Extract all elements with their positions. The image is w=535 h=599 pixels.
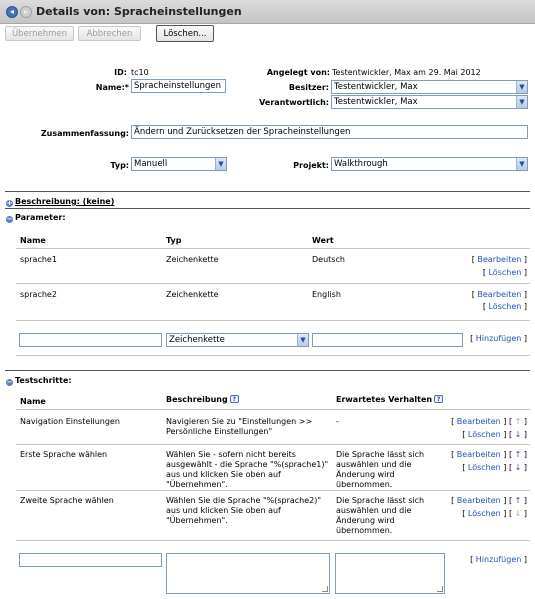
name-input[interactable]: Spracheinstellungen [131,79,226,93]
page-title: Details von: Spracheinstellungen [36,5,242,18]
title-bar [0,0,535,24]
param-edit-link[interactable]: [ Bearbeiten ] [471,255,527,264]
divider [5,370,530,371]
new-step-expected-textarea[interactable] [335,553,445,594]
new-param-value-input[interactable] [312,333,463,347]
step-header-expected: Erwartetes Verhalten ? [336,395,443,404]
param-row-value: Deutsch [312,255,345,264]
owner-select[interactable] [331,80,528,94]
param-row-type: Zeichenkette [166,290,219,299]
summary-input[interactable]: Ändern und Zurücksetzen der Spracheinstellungen [131,125,528,139]
param-edit-link[interactable]: [ Bearbeiten ] [471,290,527,299]
step-edit-link[interactable]: [ Bearbeiten ] [ ↑ ] [451,496,527,505]
step-row-name: Erste Sprache wählen [20,450,108,459]
new-step-description-textarea[interactable] [166,553,330,594]
expand-icon: + [6,199,13,207]
help-icon[interactable]: ? [434,395,443,403]
back-icon[interactable]: ◂ [6,6,18,18]
name-label: Name:* [95,83,129,92]
row-divider [16,248,530,249]
new-step-name-input[interactable] [19,553,162,567]
id-label: ID: [114,68,127,77]
param-row-value: English [312,290,341,299]
row-divider [16,490,530,491]
param-add-link[interactable]: [ Hinzufügen ] [470,334,527,343]
project-label: Projekt: [293,161,329,170]
row-divider [16,444,530,445]
param-header-type: Typ [166,236,182,245]
type-select-value: Manuell [134,159,168,169]
chevron-down-icon: ▼ [516,158,527,170]
created-value: Testentwickler, Max am 29. Mai 2012 [332,68,481,77]
type-select[interactable] [131,157,227,171]
step-edit-link[interactable]: [ Bearbeiten ] [ ↑ ] [451,450,527,459]
owner-label: Besitzer: [288,83,329,92]
steps-label: Testschritte: [15,376,72,385]
param-delete-link[interactable]: [ Löschen ] [482,302,527,311]
param-delete-link[interactable]: [ Löschen ] [482,268,527,277]
resize-grip-icon[interactable] [322,586,328,592]
summary-label: Zusammenfassung: [40,129,129,138]
step-row-expected: Die Sprache lässt sich auswählen und die Änderung wird übernommen. [336,450,425,489]
owner-select-value: Testentwickler, Max [334,82,418,92]
new-param-name-input[interactable] [19,333,162,347]
param-header-value: Wert [312,236,334,245]
responsible-select[interactable] [331,95,528,109]
chevron-down-icon: ▼ [516,96,527,108]
project-select-value: Walkthrough [334,159,388,169]
parameters-toggle[interactable] [6,213,66,223]
collapse-icon: − [6,378,13,386]
resize-grip-icon[interactable] [437,586,443,592]
created-label: Angelegt von: [266,68,330,77]
step-row-description: Wählen Sie die Sprache "%(sprache2)" aus und klicken Sie oben auf "Übernehmen". [166,496,322,525]
description-label: Beschreibung: (keine) [15,197,115,206]
new-param-type-value: Zeichenkette [169,335,225,345]
type-label: Typ: [110,161,129,170]
chevron-down-icon: ▼ [516,81,527,93]
cancel-button[interactable]: Abbrechen [78,26,141,41]
parameters-label: Parameter: [15,213,66,222]
param-row-name: sprache2 [20,290,57,299]
row-divider [16,409,530,410]
step-delete-link[interactable]: [ Löschen ] [ ↓ ] [462,430,527,439]
row-divider [16,283,530,284]
row-divider [16,540,530,541]
id-value: tc10 [131,68,149,77]
step-header-description: Beschreibung ? [166,395,239,404]
collapse-icon: − [6,215,13,223]
step-add-link[interactable]: [ Hinzufügen ] [470,555,527,564]
help-icon[interactable]: ? [230,395,239,403]
step-delete-link[interactable]: [ Löschen ] [ ↓ ] [462,509,527,518]
step-row-description: Navigieren Sie zu "Einstellungen >> Persönliche Einstellungen" [166,417,313,436]
step-row-expected: - [336,417,339,426]
chevron-down-icon: ▼ [297,334,308,346]
step-edit-link[interactable]: [ Bearbeiten ] [ ↑ ] [451,417,527,426]
param-row-type: Zeichenkette [166,255,219,264]
step-row-expected: Die Sprache lässt sich auswählen und die Änderung wird übernommen. [336,496,425,535]
project-select[interactable] [331,157,528,171]
divider [5,208,530,209]
row-divider [16,355,530,356]
description-toggle[interactable] [6,197,114,207]
delete-button[interactable]: Löschen... [156,25,214,42]
forward-icon[interactable]: ▸ [20,6,32,18]
new-param-type-select[interactable] [166,333,309,347]
step-header-name: Name [20,397,46,406]
responsible-label: Verantwortlich: [259,98,329,107]
step-row-name: Navigation Einstellungen [20,417,120,426]
param-row-name: sprache1 [20,255,57,264]
row-divider [16,320,530,321]
step-row-name: Zweite Sprache wählen [20,496,114,505]
step-delete-link[interactable]: [ Löschen ] [ ↓ ] [462,463,527,472]
chevron-down-icon: ▼ [215,158,226,170]
responsible-select-value: Testentwickler, Max [334,97,418,107]
save-button[interactable]: Übernehmen [5,26,74,41]
steps-toggle[interactable] [6,376,72,386]
divider [5,191,530,192]
param-header-name: Name [20,236,46,245]
step-row-description: Wählen Sie - sofern nicht bereits ausgewählt - die Sprache "%(sprache1)" aus und klicken Sie oben auf "Übernehmen". [166,450,329,489]
